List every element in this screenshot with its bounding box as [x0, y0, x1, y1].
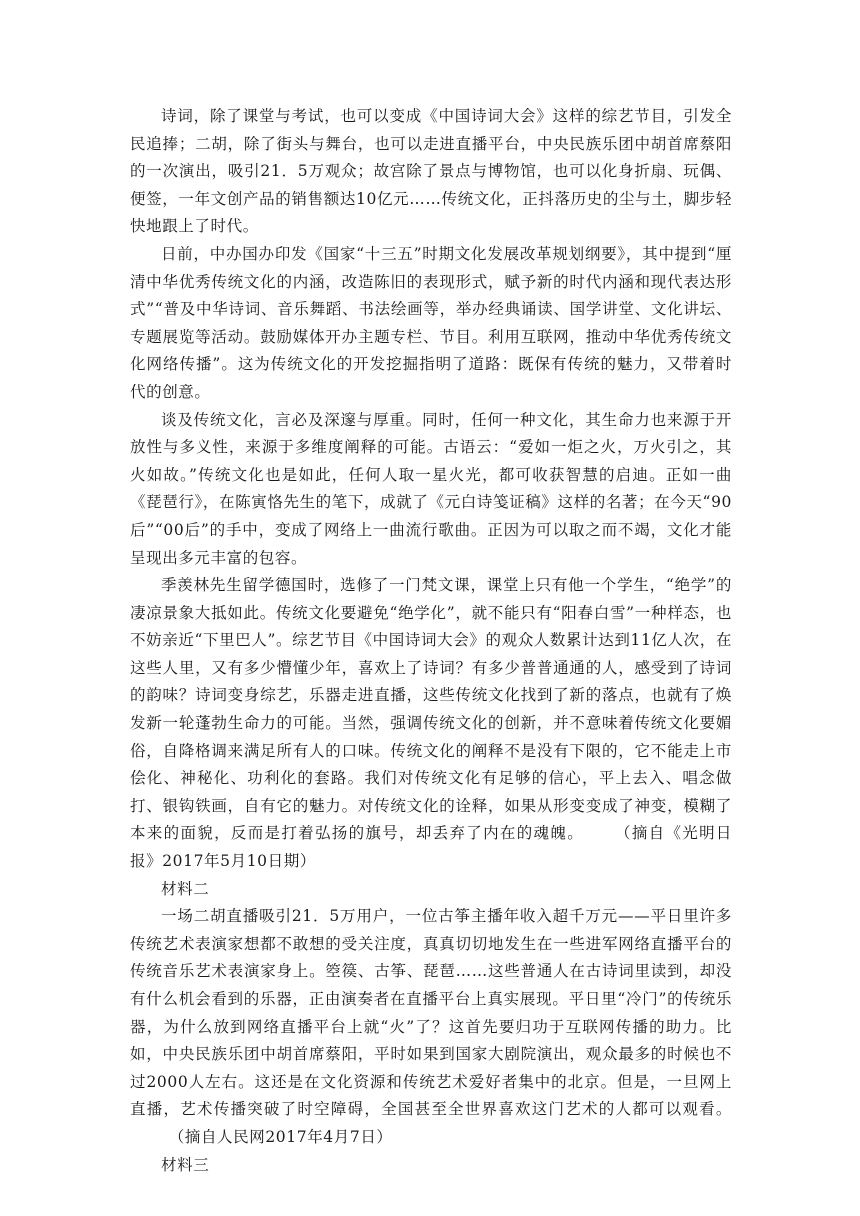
section-heading-material-3: 材料三 [161, 1155, 210, 1174]
source-citation-1: （摘自《光明日报》2017年5月10日期） [130, 824, 733, 871]
document-page [130, 103, 732, 1179]
section-heading-material-2: 材料二 [161, 879, 210, 898]
paragraph-5-text: 一场二胡直播吸引21．5万用户，一位古筝主播年收入超千万元——平日里许多传统艺术表演家想都不敢想的受关注度，真真切切地发生在一些进军网络直播平台的传统音乐艺术表演家身上。箜篌、古筝、琵琶……这些普通人在古诗词里读到，却没有什么机会看到的乐器，正由演奏者在直播平台上真实展现。平日里“冷门”的传统乐器，为什么放到网络直播平台上就“火”了？这首先要归功于互联网传播的助力。比如，中央民族乐团中胡首席蔡阳，平时如果到国家大剧院演出，观众最多的时候也不过2000人左右。这还是在文化资源和传统艺术爱好者集中的北京。但是，一旦网上直播，艺术传播突破了时空障碍，全国甚至全世界喜欢这门艺术的人都可以观看。 [130, 907, 732, 1119]
paragraph-4-text: 季羡林先生留学德国时，选修了一门梵文课，课堂上只有他一个学生，“绝学”的凄凉景象大抵如此。传统文化要避免“绝学化”，就不能只有“阳春白雪”一种样态，也不妨亲近“下里巴人”。综艺节目《中国诗词大会》的观众人数累计达到11亿人次，在这些人里，又有多少懵懂少年，喜欢上了诗词？有多少普普通通的人，感受到了诗词的韵味？诗词变身综艺，乐器走进直播，这些传统文化找到了新的落点，也就有了焕发新一轮蓬勃生命力的可能。当然，强调传统文化的创新，并不意味着传统文化要媚俗，自降格调来满足所有人的口味。传统文化的阐释不是没有下限的，它不能走上市侩化、神秘化、功利化的套路。我们对传统文化有足够的信心，平上去入、唱念做打、银钩铁画，自有它的魅力。对传统文化的诠释，如果从形变变成了神变，模糊了本来的面貌，反而是打着弘扬的旗号，却丢弃了内在的魂魄。 [130, 576, 732, 843]
paragraph-4 [130, 572, 732, 876]
paragraph-3: 谈及传统文化，言必及深邃与厚重。同时，任何一种文化，其生命力也来源于开放性与多义性，来源于多维度阐释的可能。古语云：“爱如一炬之火，万火引之，其火如故。”传统文化也是如此，任何人取一星火光，都可收获智慧的启迪。正如一曲《琵琶行》，在陈寅恪先生的笔下，成就了《元白诗笺证稿》这样的名著；在今天“90后”“00后”的手中，变成了网络上一曲流行歌曲。正因为可以取之而不竭，文化才能呈现出多元丰富的包容。 [130, 410, 732, 567]
paragraph-2: 日前，中办国办印发《国家“十三五”时期文化发展改革规划纲要》，其中提到“厘清中华优秀传统文化的内涵，改造陈旧的表现形式，赋予新的时代内涵和现代表达形式”“普及中华诗词、音乐舞蹈、书法绘画等，举办经典诵读、国学讲堂、文化讲坛、专题展览等活动。鼓励媒体开办主题专栏、节目。利用互联网，推动中华优秀传统文化网络传播”。这为传统文化的开发挖掘指明了道路：既保有传统的魅力，又带着时代的创意。 [130, 244, 732, 401]
source-citation-2: （摘自人民网2017年4月7日） [168, 1127, 393, 1146]
paragraph-5 [130, 903, 732, 1151]
paragraph-1: 诗词，除了课堂与考试，也可以变成《中国诗词大会》这样的综艺节目，引发全民追捧；二胡，除了街头与舞台，也可以走进直播平台，中央民族乐团中胡首席蔡阳的一次演出，吸引21．5万观众；故宫除了景点与博物馆，也可以化身折扇、玩偶、便签，一年文创产品的销售额达10亿元……传统文化，正抖落历史的尘与土，脚步轻快地跟上了时代。 [130, 107, 732, 236]
